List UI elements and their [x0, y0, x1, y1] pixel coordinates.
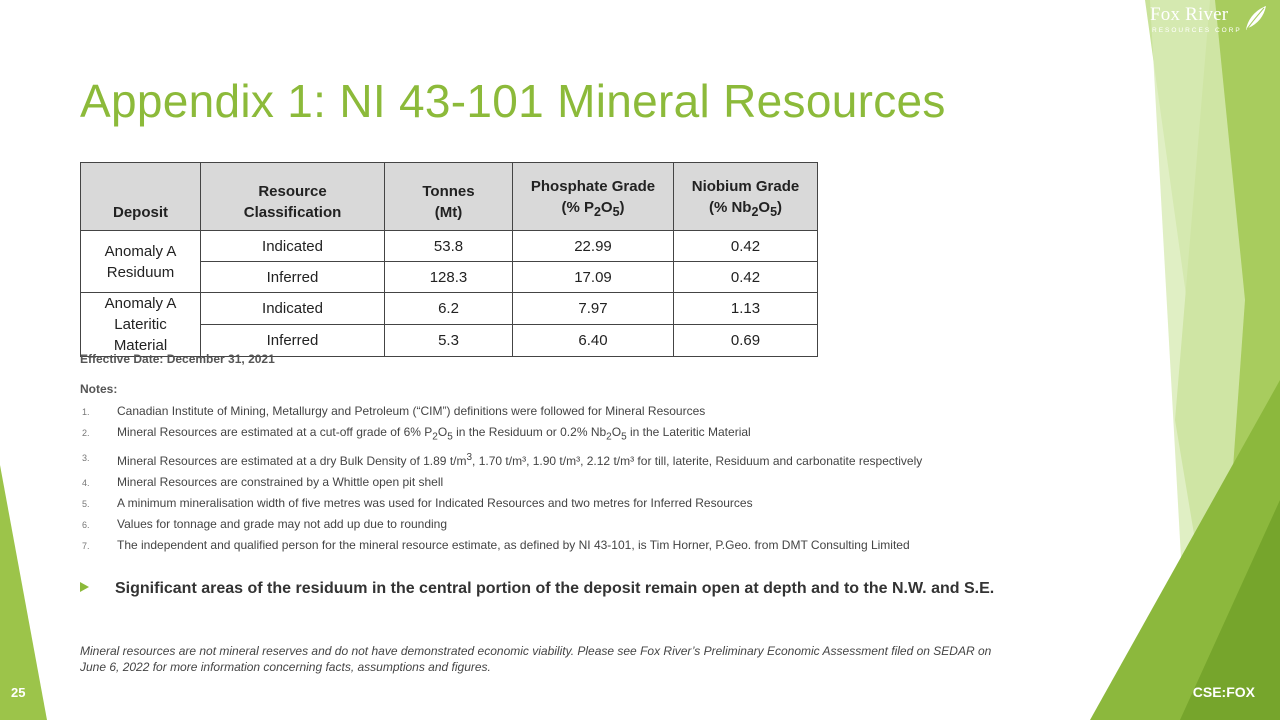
- header-tonnes-line2: (Mt): [434, 204, 463, 221]
- classification-cell: Inferred: [201, 325, 385, 357]
- disclaimer: Mineral resources are not mineral reserves and do not have demonstrated economic viability. Please see Fox River’s Preliminary Economic Assessment filed on SEDAR on June 6, 2022 for more information concerning facts, assumptions and figures.: [80, 644, 992, 674]
- note-number: 7.: [82, 541, 90, 552]
- header-phosphate-grade: [513, 163, 674, 231]
- note-text: A minimum mineralisation width of five metres was used for Indicated Resources and two metres for Inferred Resources: [117, 496, 753, 511]
- note-text: in the Residuum or 0.2% Nb: [452, 425, 607, 439]
- note-subscript: 2: [606, 431, 612, 443]
- header-classification-line2: Classification: [243, 204, 342, 221]
- phosphate-cell: 7.97: [513, 293, 674, 325]
- classification-cell: Inferred: [201, 262, 385, 293]
- phosphate-cell: 22.99: [513, 231, 674, 262]
- note-number: 1.: [82, 407, 90, 417]
- page-number: 25: [11, 685, 26, 700]
- tonnes-cell: 53.8: [385, 231, 513, 262]
- note-text: Canadian Institute of Mining, Metallurgy and Petroleum (“CIM”) definitions were followed for Mineral Resources: [117, 404, 706, 418]
- highlight-bullet-text: Significant areas of the residuum in the central portion of the deposit remain open at depth and to the N.W. and S.E.: [115, 580, 995, 597]
- header-phosphate-unit-mid: O: [600, 199, 613, 216]
- note-text: Values for tonnage and grade may not add up due to rounding: [117, 517, 448, 532]
- mineral-resources-table: [80, 162, 818, 357]
- note-item: [80, 475, 1000, 490]
- table-row: [81, 293, 818, 325]
- note-item: [80, 538, 1000, 553]
- note-subscript: 5: [447, 431, 453, 443]
- logo-subtitle: RESOURCES CORP: [1152, 27, 1242, 34]
- deposit-name-line: Material: [113, 337, 168, 354]
- header-classification-line1: Resource: [258, 183, 327, 200]
- note-number: 2.: [82, 428, 90, 438]
- header-niobium-sub: 5: [770, 205, 778, 219]
- header-phosphate-sub: 5: [612, 205, 620, 219]
- deposit-cell: [81, 231, 201, 293]
- deposit-cell: [81, 293, 201, 357]
- note-text: Mineral Resources are estimated at a dry Bulk Density of 1.89 t/m: [117, 454, 467, 469]
- note-superscript: 3: [466, 452, 473, 464]
- note-item: [80, 450, 1000, 469]
- header-niobium-unit-mid: O: [758, 199, 771, 216]
- leaf-icon: [1242, 4, 1268, 32]
- notes-list: [80, 404, 1000, 559]
- note-number: 5.: [82, 499, 90, 510]
- logo-name: Fox River: [1150, 4, 1229, 25]
- note-item: [80, 517, 1000, 532]
- note-text: Mineral Resources are constrained by a Whittle open pit shell: [117, 475, 444, 490]
- left-green-strip: [0, 465, 47, 720]
- niobium-cell: 1.13: [674, 293, 818, 325]
- tonnes-cell: 6.2: [385, 293, 513, 325]
- niobium-cell: 0.42: [674, 231, 818, 262]
- deposit-name-line: Lateritic: [114, 316, 167, 333]
- header-niobium-line1: Niobium Grade: [691, 178, 800, 195]
- header-niobium-grade: [674, 163, 818, 231]
- header-phosphate-sub: 2: [593, 205, 601, 219]
- tonnes-cell: 5.3: [385, 325, 513, 357]
- note-text: in the Lateritic Material: [626, 425, 751, 439]
- niobium-cell: 0.69: [674, 325, 818, 357]
- table-row: [81, 231, 818, 262]
- deposit-name-line: Anomaly A: [104, 295, 177, 312]
- header-phosphate-unit-end: ): [619, 199, 625, 216]
- classification-cell: Indicated: [201, 231, 385, 262]
- phosphate-cell: 6.40: [513, 325, 674, 357]
- header-classification: [201, 163, 385, 231]
- classification-cell: Indicated: [201, 293, 385, 325]
- phosphate-cell: 17.09: [513, 262, 674, 293]
- tonnes-cell: 128.3: [385, 262, 513, 293]
- header-tonnes: [385, 163, 513, 231]
- effective-date: Effective Date: December 31, 2021: [80, 352, 275, 366]
- note-text: , 1.70 t/m³, 1.90 t/m³, 2.12 t/m³ for till, laterite, Residuum and carbonatite respectively: [472, 454, 923, 469]
- note-text: O: [611, 425, 622, 439]
- header-deposit: Deposit: [81, 163, 201, 231]
- deposit-name-line: Anomaly A: [104, 242, 177, 260]
- note-text: O: [437, 425, 448, 439]
- header-phosphate-unit: (% P: [561, 199, 594, 216]
- niobium-cell: 0.42: [674, 262, 818, 293]
- highlight-bullet: [80, 580, 994, 598]
- note-subscript: 5: [621, 431, 627, 443]
- stock-ticker: CSE:FOX: [1192, 684, 1255, 700]
- note-item: [80, 404, 1000, 419]
- notes-heading: Notes:: [80, 382, 118, 396]
- page-title: Appendix 1: NI 43-101 Mineral Resources: [80, 75, 946, 127]
- deposit-name-line: Residuum: [106, 263, 175, 281]
- note-number: 6.: [82, 520, 90, 531]
- header-niobium-sub: 2: [751, 205, 759, 219]
- note-item: [80, 496, 1000, 511]
- note-number: 4.: [82, 478, 90, 489]
- note-item: [80, 425, 1000, 444]
- header-tonnes-line1: Tonnes: [422, 183, 475, 200]
- bullet-arrow-icon: [80, 582, 89, 592]
- table-header-row: [81, 163, 818, 231]
- note-text: The independent and qualified person for the mineral resource estimate, as defined by NI 43-101, is Tim Horner, P.Geo. from DMT Consulting Limited: [117, 538, 910, 553]
- note-number: 3.: [82, 453, 90, 464]
- note-subscript: 2: [432, 431, 438, 443]
- header-niobium-unit-end: ): [777, 199, 783, 216]
- note-text: Mineral Resources are estimated at a cut-off grade of 6% P: [117, 425, 433, 439]
- fox-river-logo: [1150, 4, 1268, 38]
- header-phosphate-line1: Phosphate Grade: [530, 178, 656, 195]
- header-niobium-unit: (% Nb: [708, 199, 752, 216]
